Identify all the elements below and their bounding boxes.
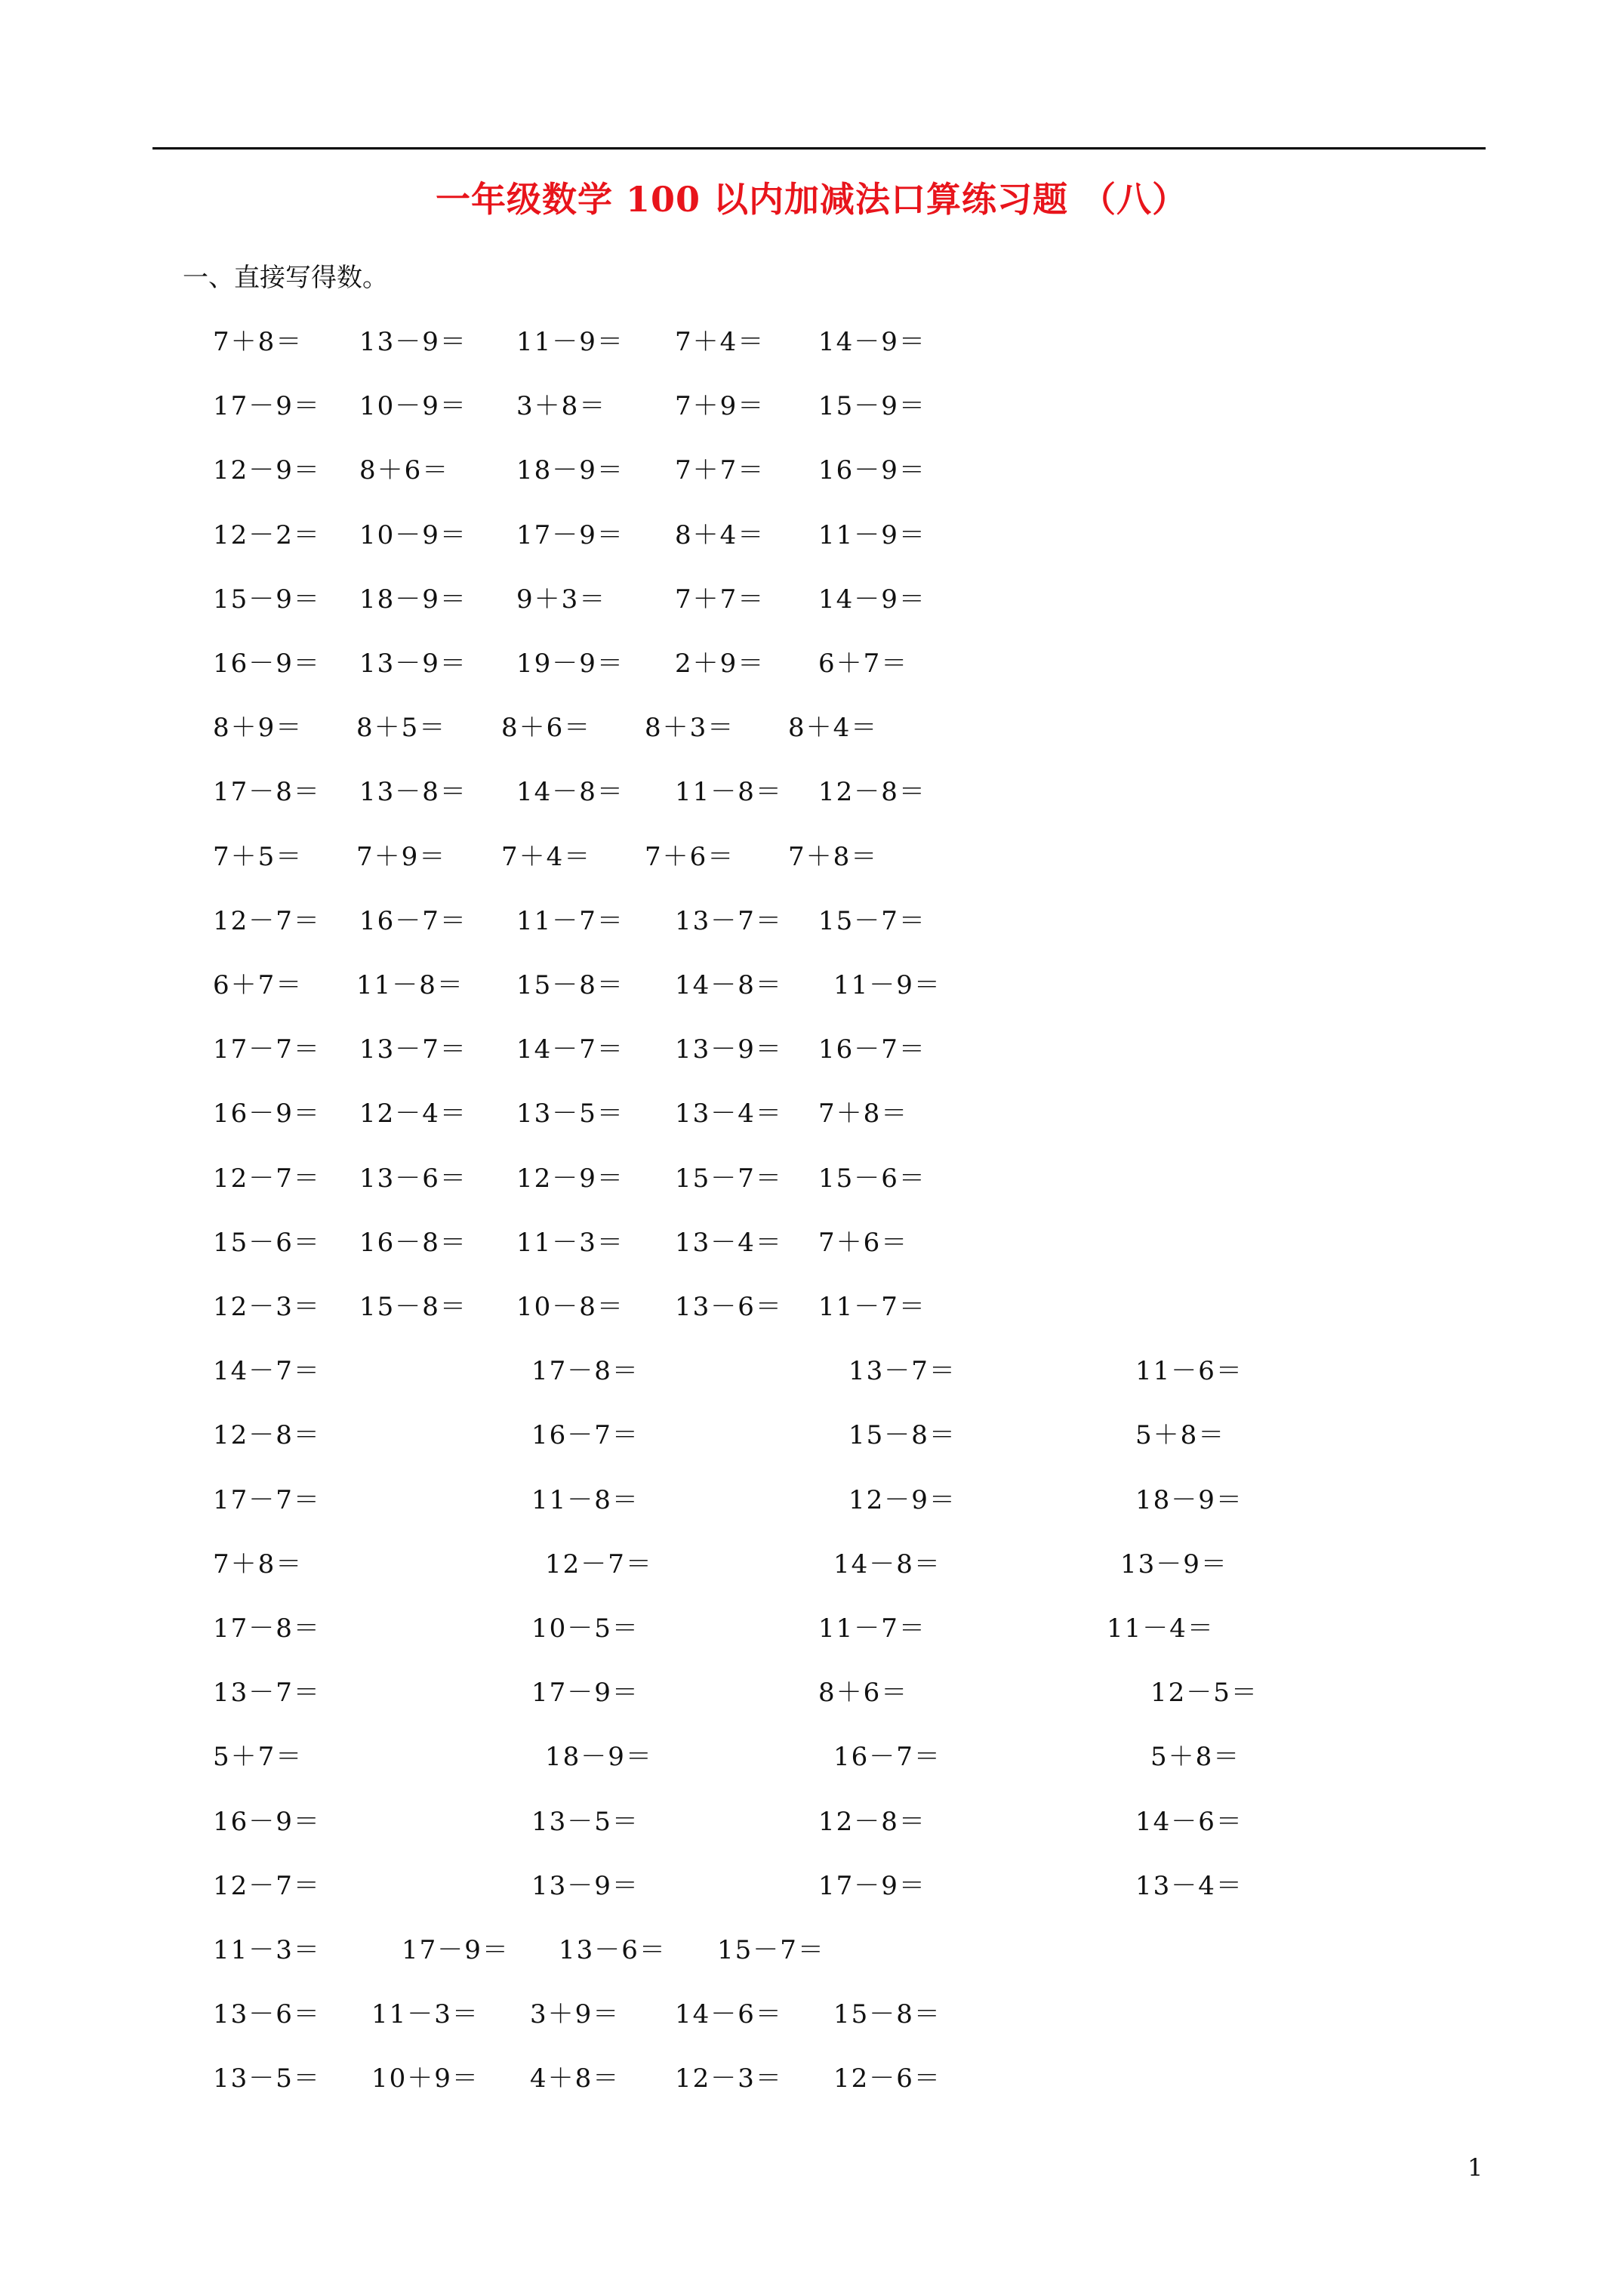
arithmetic-problem: 13－6＝	[213, 1999, 321, 2030]
arithmetic-problem: 11－8＝	[531, 1484, 639, 1515]
arithmetic-problem: 13－9＝	[1120, 1549, 1228, 1579]
arithmetic-problem: 11－4＝	[1107, 1613, 1215, 1644]
arithmetic-problem: 12－8＝	[818, 777, 926, 808]
arithmetic-problem: 8＋6＝	[501, 713, 592, 744]
problem-row	[0, 514, 1623, 552]
arithmetic-problem: 11－7＝	[818, 1292, 926, 1322]
arithmetic-problem: 17－9＝	[213, 391, 321, 422]
arithmetic-problem: 7＋9＝	[356, 841, 447, 872]
arithmetic-problem: 13－5＝	[516, 1099, 624, 1130]
arithmetic-problem: 12－5＝	[1150, 1678, 1258, 1709]
arithmetic-problem: 17－7＝	[213, 1034, 321, 1065]
arithmetic-problem: 7＋7＝	[675, 455, 765, 486]
arithmetic-problem: 14－6＝	[1135, 1806, 1243, 1837]
arithmetic-problem: 17－7＝	[213, 1484, 321, 1515]
arithmetic-problem: 3＋9＝	[530, 1999, 621, 2030]
arithmetic-problem: 10－9＝	[359, 391, 467, 422]
arithmetic-problem: 3＋8＝	[516, 391, 607, 422]
problem-row	[0, 707, 1623, 744]
arithmetic-problem: 10－8＝	[516, 1292, 624, 1322]
arithmetic-problem: 7＋5＝	[213, 841, 303, 872]
arithmetic-problem: 15－7＝	[675, 1163, 783, 1194]
arithmetic-problem: 7＋6＝	[818, 1227, 909, 1258]
problem-row	[0, 900, 1623, 938]
arithmetic-problem: 16－9＝	[818, 455, 926, 486]
arithmetic-problem: 8＋6＝	[818, 1678, 909, 1709]
arithmetic-problem: 15－7＝	[818, 905, 926, 936]
arithmetic-problem: 10＋9＝	[371, 2063, 479, 2094]
problem-row	[0, 836, 1623, 874]
arithmetic-problem: 15－7＝	[717, 1935, 825, 1965]
arithmetic-problem: 11－7＝	[516, 905, 624, 936]
arithmetic-problem: 14－6＝	[675, 1999, 783, 2030]
arithmetic-problem: 15－9＝	[818, 391, 926, 422]
arithmetic-problem: 11－3＝	[213, 1935, 321, 1965]
arithmetic-problem: 12－8＝	[818, 1806, 926, 1837]
arithmetic-problem: 14－9＝	[818, 327, 926, 357]
arithmetic-problem: 10－9＝	[359, 519, 467, 550]
arithmetic-problem: 15－9＝	[213, 584, 321, 615]
problem-row	[0, 578, 1623, 616]
arithmetic-problem: 8＋4＝	[788, 713, 879, 744]
arithmetic-problem: 14－8＝	[675, 970, 783, 1000]
problem-row	[0, 449, 1623, 487]
arithmetic-problem: 13－7＝	[213, 1678, 321, 1709]
problem-row	[0, 1801, 1623, 1838]
arithmetic-problem: 11－9＝	[818, 519, 926, 550]
arithmetic-problem: 11－6＝	[1135, 1356, 1243, 1387]
page-number: 1	[1467, 2153, 1483, 2182]
problem-row	[0, 1093, 1623, 1130]
arithmetic-problem: 16－9＝	[213, 1099, 321, 1130]
arithmetic-problem: 16－8＝	[359, 1227, 467, 1258]
problem-row	[0, 1157, 1623, 1195]
problem-row	[0, 2057, 1623, 2095]
arithmetic-problem: 15－6＝	[818, 1163, 926, 1194]
arithmetic-problem: 7＋8＝	[788, 841, 879, 872]
arithmetic-problem: 11－8＝	[675, 777, 783, 808]
arithmetic-problem: 18－9＝	[359, 584, 467, 615]
arithmetic-problem: 16－7＝	[818, 1034, 926, 1065]
arithmetic-problem: 10－5＝	[531, 1613, 639, 1644]
arithmetic-problem: 12－7＝	[213, 1870, 321, 1901]
arithmetic-problem: 12－3＝	[213, 1292, 321, 1322]
arithmetic-problem: 7＋8＝	[213, 327, 303, 357]
arithmetic-problem: 8＋5＝	[356, 713, 447, 744]
arithmetic-problem: 7＋4＝	[501, 841, 592, 872]
arithmetic-problem: 14－8＝	[833, 1549, 941, 1579]
arithmetic-problem: 15－8＝	[359, 1292, 467, 1322]
arithmetic-problem: 13－7＝	[675, 905, 783, 936]
arithmetic-problem: 13－4＝	[1135, 1870, 1243, 1901]
arithmetic-problem: 17－9＝	[531, 1678, 639, 1709]
arithmetic-problem: 11－9＝	[516, 327, 624, 357]
arithmetic-problem: 4＋8＝	[530, 2063, 621, 2094]
arithmetic-problem: 17－8＝	[213, 777, 321, 808]
arithmetic-problem: 2＋9＝	[675, 649, 765, 679]
problem-row	[0, 1543, 1623, 1581]
problem-row	[0, 1993, 1623, 2031]
problem-row	[0, 385, 1623, 423]
arithmetic-problem: 5＋7＝	[213, 1742, 303, 1773]
arithmetic-problem: 13－9＝	[675, 1034, 783, 1065]
arithmetic-problem: 14－7＝	[213, 1356, 321, 1387]
arithmetic-problem: 7＋8＝	[818, 1099, 909, 1130]
arithmetic-problem: 12－9＝	[516, 1163, 624, 1194]
arithmetic-problem: 11－3＝	[516, 1227, 624, 1258]
arithmetic-problem: 15－8＝	[848, 1420, 956, 1451]
problem-row	[0, 321, 1623, 359]
problem-row	[0, 1028, 1623, 1066]
arithmetic-problem: 5＋8＝	[1135, 1420, 1226, 1451]
arithmetic-problem: 7＋9＝	[675, 391, 765, 422]
arithmetic-problem: 12－8＝	[213, 1420, 321, 1451]
arithmetic-problem: 8＋4＝	[675, 519, 765, 550]
arithmetic-problem: 16－7＝	[833, 1742, 941, 1773]
arithmetic-problem: 9＋3＝	[516, 584, 607, 615]
problem-row	[0, 1286, 1623, 1324]
arithmetic-problem: 5＋8＝	[1150, 1742, 1241, 1773]
problem-row	[0, 771, 1623, 809]
arithmetic-problem: 18－9＝	[516, 455, 624, 486]
arithmetic-problem: 15－8＝	[833, 1999, 941, 2030]
arithmetic-problem: 17－9＝	[402, 1935, 510, 1965]
arithmetic-problem: 8＋6＝	[359, 455, 450, 486]
arithmetic-problem: 8＋3＝	[645, 713, 735, 744]
arithmetic-problem: 12－3＝	[675, 2063, 783, 2094]
arithmetic-problem: 17－8＝	[531, 1356, 639, 1387]
arithmetic-problem: 13－7＝	[848, 1356, 956, 1387]
arithmetic-problem: 7＋6＝	[645, 841, 735, 872]
problem-row	[0, 1865, 1623, 1903]
arithmetic-problem: 15－6＝	[213, 1227, 321, 1258]
arithmetic-problem: 13－6＝	[675, 1292, 783, 1322]
arithmetic-problem: 14－7＝	[516, 1034, 624, 1065]
problem-row	[0, 1479, 1623, 1517]
arithmetic-problem: 13－8＝	[359, 777, 467, 808]
arithmetic-problem: 8＋9＝	[213, 713, 303, 744]
arithmetic-problem: 14－8＝	[516, 777, 624, 808]
problem-row	[0, 1929, 1623, 1967]
arithmetic-problem: 12－7＝	[545, 1549, 653, 1579]
arithmetic-problem: 19－9＝	[516, 649, 624, 679]
arithmetic-problem: 6＋7＝	[818, 649, 909, 679]
arithmetic-problem: 12－9＝	[213, 455, 321, 486]
arithmetic-problem: 11－3＝	[371, 1999, 479, 2030]
arithmetic-problem: 17－9＝	[516, 519, 624, 550]
arithmetic-problem: 12－9＝	[848, 1484, 956, 1515]
arithmetic-problem: 6＋7＝	[213, 970, 303, 1000]
arithmetic-problem: 12－7＝	[213, 905, 321, 936]
arithmetic-problem: 7＋4＝	[675, 327, 765, 357]
arithmetic-problem: 7＋7＝	[675, 584, 765, 615]
arithmetic-problem: 13－6＝	[359, 1163, 467, 1194]
problem-row	[0, 1607, 1623, 1645]
worksheet-title: 一年级数学 100 以内加减法口算练习题 （八）	[435, 179, 1188, 220]
arithmetic-problem: 13－6＝	[559, 1935, 667, 1965]
problem-row	[0, 1736, 1623, 1774]
arithmetic-problem: 13－9＝	[359, 327, 467, 357]
arithmetic-problem: 18－9＝	[1135, 1484, 1243, 1515]
arithmetic-problem: 13－9＝	[531, 1870, 639, 1901]
arithmetic-problem: 16－9＝	[213, 649, 321, 679]
arithmetic-problem: 12－4＝	[359, 1099, 467, 1130]
problem-row	[0, 643, 1623, 680]
arithmetic-problem: 16－9＝	[213, 1806, 321, 1837]
arithmetic-problem: 13－5＝	[531, 1806, 639, 1837]
problem-row	[0, 1222, 1623, 1259]
arithmetic-problem: 11－7＝	[818, 1613, 926, 1644]
section-heading: 一、直接写得数。	[183, 263, 388, 293]
arithmetic-problem: 13－7＝	[359, 1034, 467, 1065]
arithmetic-problem: 12－2＝	[213, 519, 321, 550]
arithmetic-problem: 13－5＝	[213, 2063, 321, 2094]
arithmetic-problem: 15－8＝	[516, 970, 624, 1000]
arithmetic-problem: 12－6＝	[833, 2063, 941, 2094]
problem-row	[0, 1350, 1623, 1388]
header-rule	[152, 147, 1486, 149]
arithmetic-problem: 11－9＝	[833, 970, 941, 1000]
arithmetic-problem: 16－7＝	[359, 905, 467, 936]
problem-row	[0, 1672, 1623, 1709]
arithmetic-problem: 11－8＝	[356, 970, 464, 1000]
arithmetic-problem: 17－8＝	[213, 1613, 321, 1644]
arithmetic-problem: 13－9＝	[359, 649, 467, 679]
problem-row	[0, 1414, 1623, 1452]
arithmetic-problem: 17－9＝	[818, 1870, 926, 1901]
arithmetic-problem: 14－9＝	[818, 584, 926, 615]
arithmetic-problem: 18－9＝	[545, 1742, 653, 1773]
problem-row	[0, 964, 1623, 1002]
arithmetic-problem: 7＋8＝	[213, 1549, 303, 1579]
arithmetic-problem: 13－4＝	[675, 1099, 783, 1130]
arithmetic-problem: 12－7＝	[213, 1163, 321, 1194]
arithmetic-problem: 16－7＝	[531, 1420, 639, 1451]
arithmetic-problem: 13－4＝	[675, 1227, 783, 1258]
